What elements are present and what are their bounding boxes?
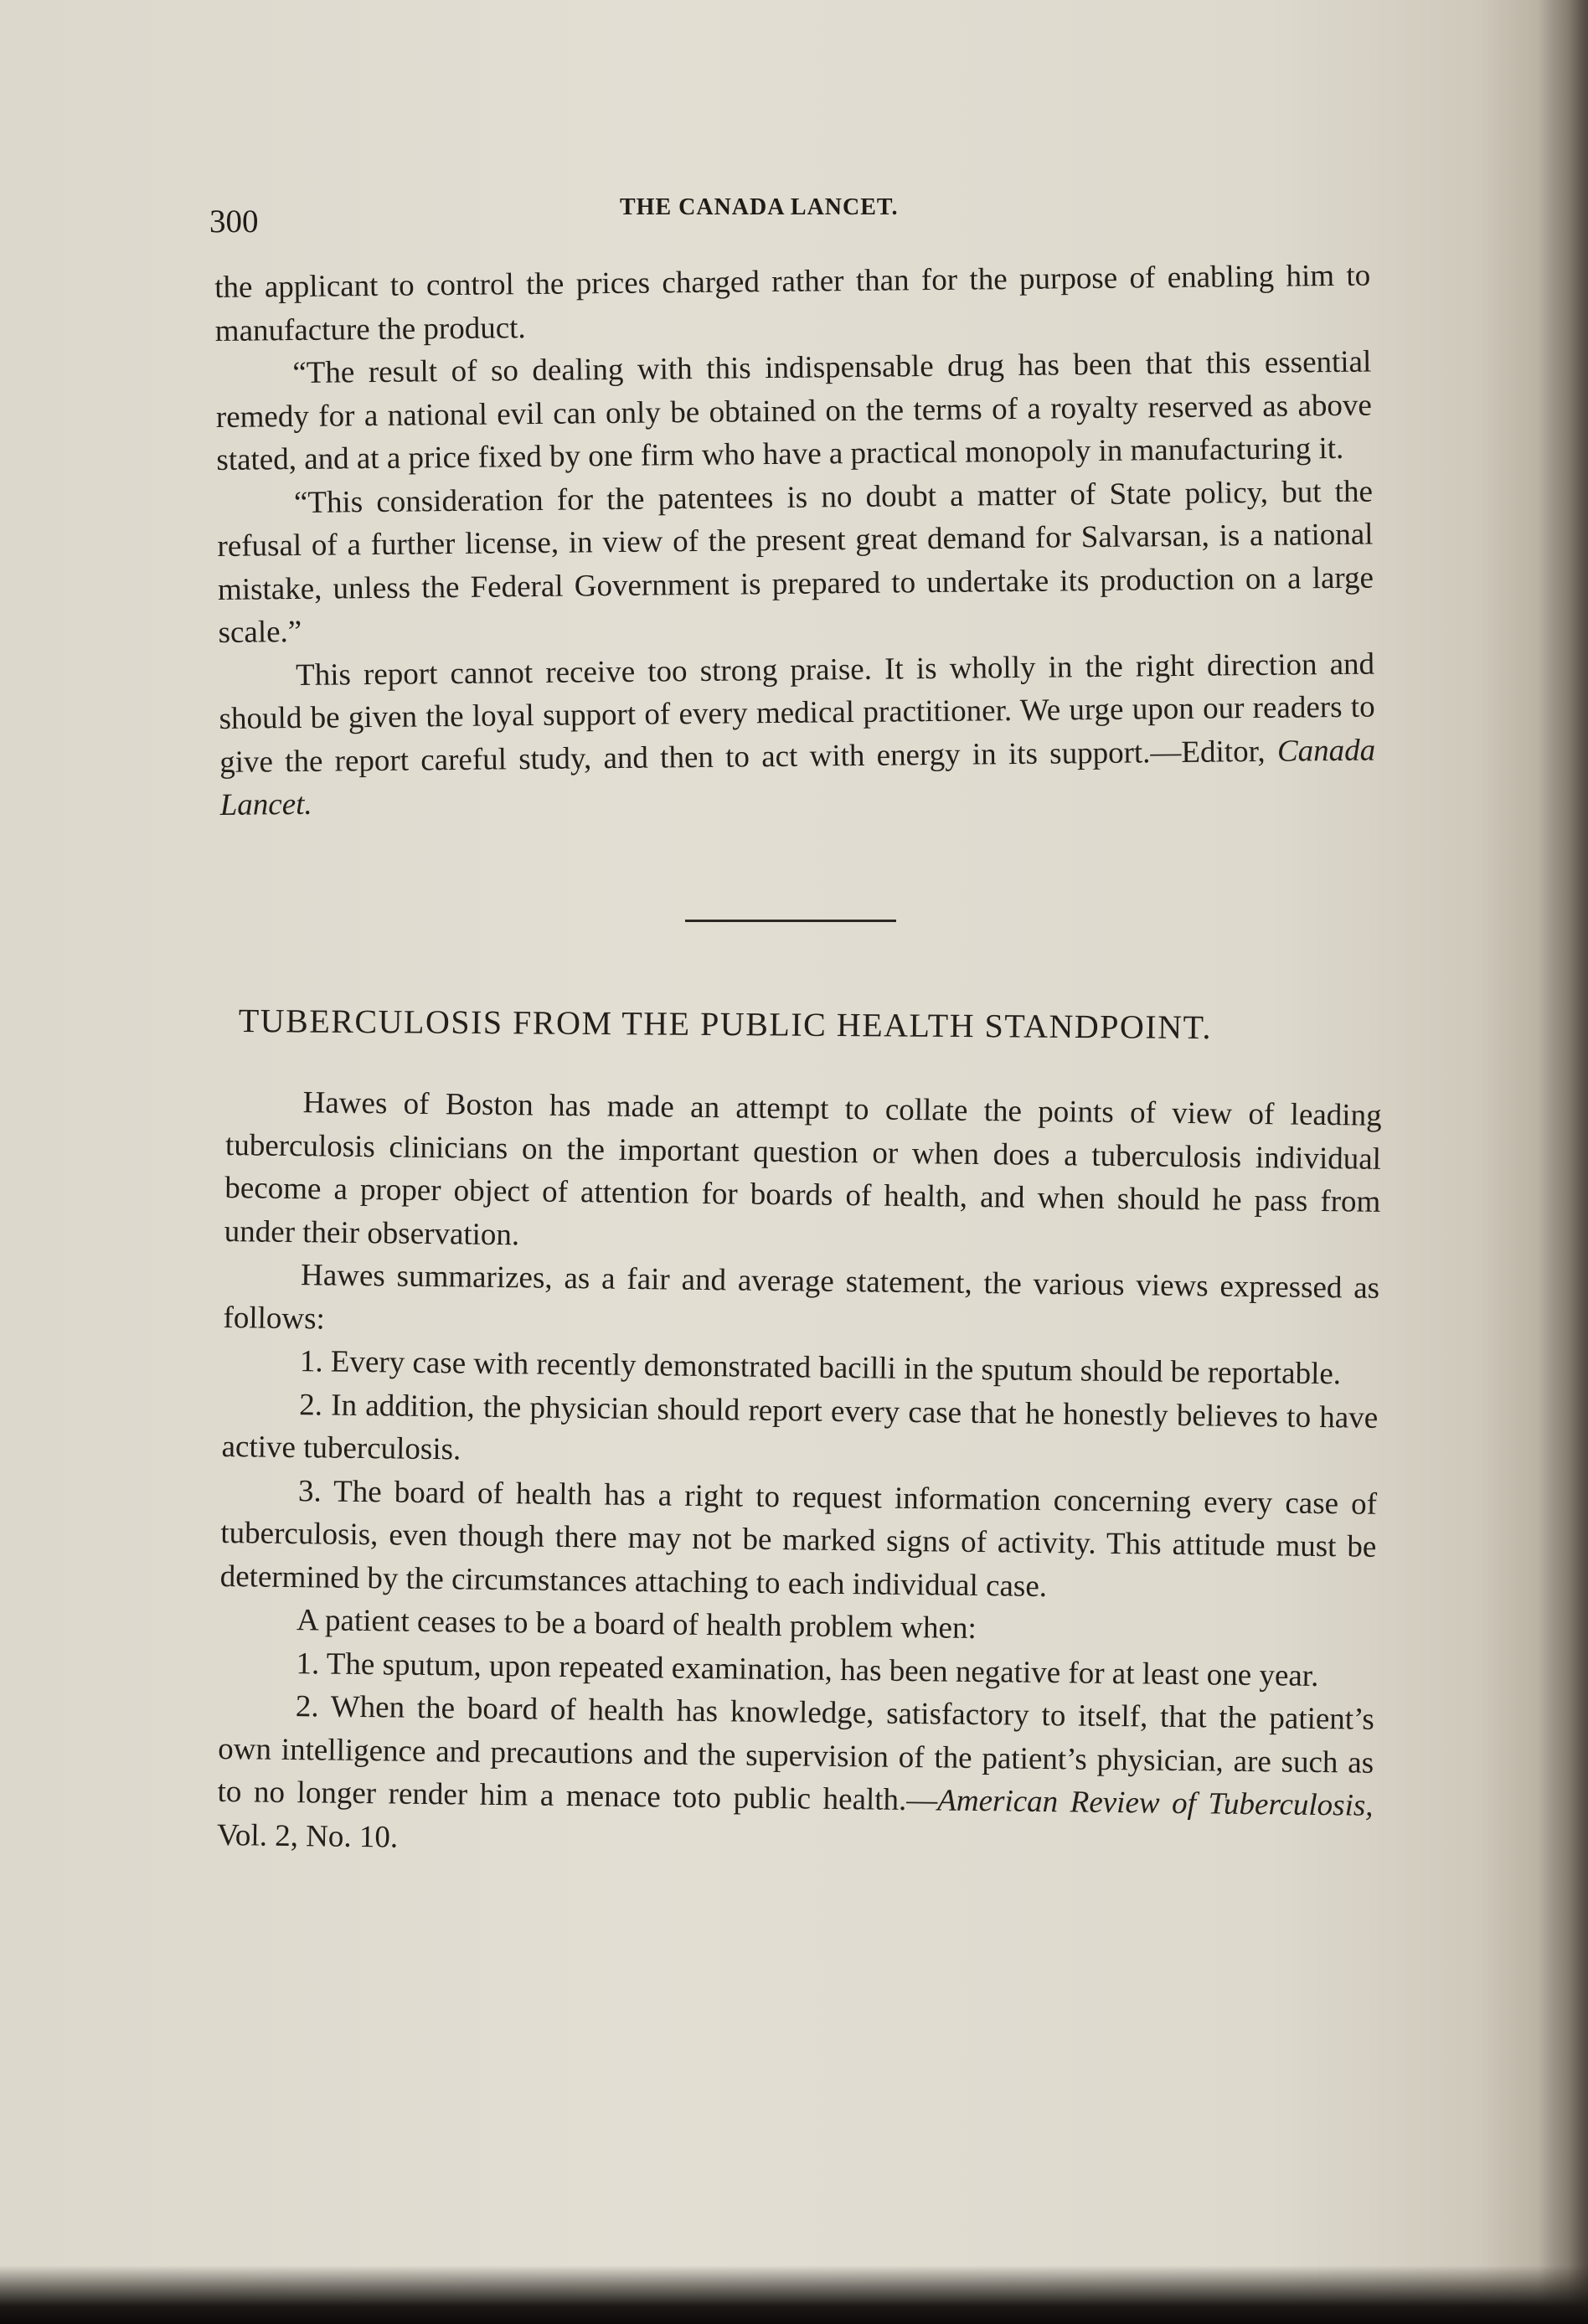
article-source-reference: Vol. 2, No. 10. (216, 1817, 399, 1855)
page-bottom-shadow (0, 2265, 1588, 2324)
editorial-section (214, 255, 1376, 827)
article-paragraph-2: Hawes summarizes, as a fair and average statement, the various views expressed as follows: (223, 1258, 1380, 1336)
running-title: THE CANADA LANCET. (620, 194, 899, 220)
ceases-item-2 (217, 1684, 1374, 1871)
editorial-paragraph-3: “This consideration for the patentees is no doubt a matter of State policy, but the refusal of a further license, in view of the present great demand for Salvarsan, is a national mistake, unless the Federal Government is prepared to undertake its production on a large scale.” (217, 474, 1374, 650)
editorial-paragraph-4 (219, 642, 1376, 827)
reportable-item-1: 1. Every case with recently demonstrated bacilli in the sputum should be reportable. (299, 1344, 1342, 1392)
editorial-paragraph-2: “The result of so dealing with this indispensable drug has been that this essential remedy for a national evil can only be obtained on the terms of a royalty reserved as above stated, and at a price fixed by one firm who have a practical monopoly in manufacturing it. (215, 344, 1373, 477)
article-source: American Review of Tuberculosis, (937, 1783, 1374, 1823)
article-title: TUBERCULOSIS FROM THE PUBLIC HEALTH STANDPOINT. (238, 1002, 1213, 1047)
article-body (217, 1080, 1382, 1871)
section-divider (685, 920, 896, 922)
article-paragraph-1: Hawes of Boston has made an attempt to collate the points of view of leading tuberculosis clinicians on the important question or when does a tuberculosis individual become a proper object of attention for boards of health, and when should he pass from under their observation. (224, 1085, 1382, 1252)
editorial-source: Canada Lancet. (219, 733, 1376, 822)
page-edge-shadow (1538, 0, 1588, 2324)
ceases-item-1: 1. The sputum, upon repeated examination, has been negative for at least one year. (296, 1646, 1319, 1693)
ceases-item-2-text: 2. When the board of health has knowledge, satisfactory to itself, that the patient’s own intelligence and precautions and the supervision of the patient’s physician, are such as to no longer render him a menace toto public health.— (217, 1689, 1375, 1818)
reportable-item-2: 2. In addition, the physician should report every case that he honestly believes to have active tuberculosis. (221, 1387, 1379, 1467)
reportable-item-3: 3. The board of health has a right to request information concerning every case of tuberculosis, even though there may not be marked signs of activity. This attitude must be determined by the circumstances attaching to each individual case. (219, 1473, 1378, 1604)
editorial-paragraph-1: the applicant to control the prices charged rather than for the purpose of enabling him to manufacture the product. (214, 258, 1371, 348)
page-number: 300 (209, 204, 259, 240)
article-paragraph-3: A patient ceases to be a board of health problem when: (296, 1603, 977, 1646)
editorial-paragraph-4-text: This report cannot receive too strong praise. It is wholly in the right direction and should be given the loyal support of every medical practitioner. We urge upon our readers to give the report careful study, and then to act with energy in its support.—Editor, (219, 647, 1375, 780)
page-header (209, 194, 1399, 245)
